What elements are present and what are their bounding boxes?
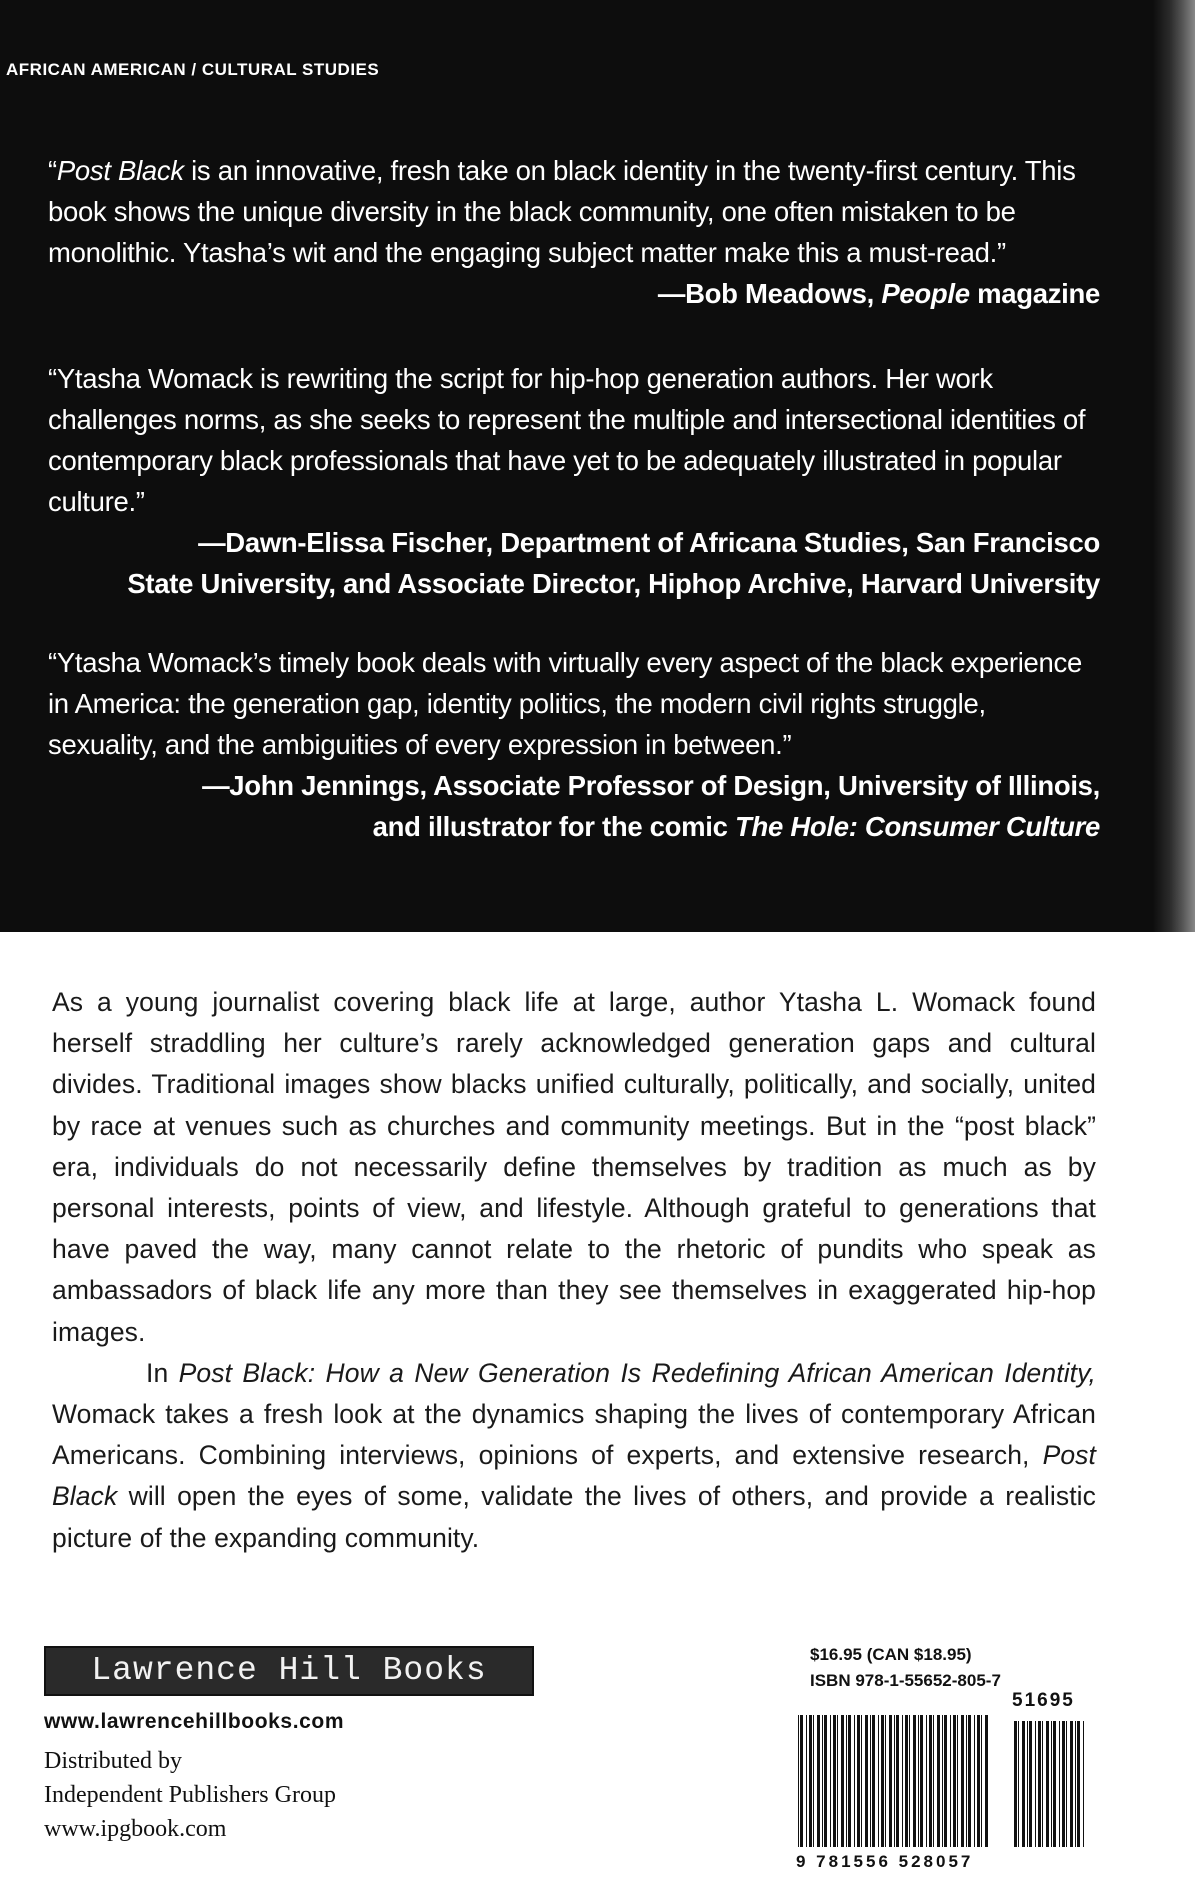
- quote-2-attribution: —Dawn-Elissa Fischer, Department of Africana Studies, San Francisco State University, and Associate Director, Hiphop Archive, Harvard University: [127, 527, 1100, 599]
- barcode-bar: [913, 1715, 916, 1847]
- barcode-bar: [813, 1715, 814, 1847]
- barcode-bar: [937, 1715, 940, 1847]
- barcode-bar: [1059, 1721, 1060, 1847]
- endorsements-panel: [0, 0, 1195, 932]
- barcode-bar: [800, 1715, 803, 1847]
- barcode-main-bars: [798, 1715, 988, 1847]
- barcode-bar: [1066, 1721, 1067, 1847]
- quote-3-attribution: —John Jennings, Associate Professor of Design, University of Illinois, and illustrator for the comic The Hole: Consumer Culture: [202, 770, 1100, 842]
- barcode-bar: [833, 1715, 836, 1847]
- barcode-bar: [809, 1715, 812, 1847]
- barcode-bar: [1029, 1721, 1032, 1847]
- quote-2: [48, 358, 1098, 604]
- barcode-bar: [881, 1715, 884, 1847]
- barcode-bar: [1014, 1721, 1017, 1847]
- barcode-bar: [909, 1715, 910, 1847]
- barcode-bar: [798, 1715, 799, 1847]
- worn-cover-edge: [1153, 0, 1195, 932]
- barcode-supplement-bars: [1014, 1721, 1084, 1847]
- quote-3-text: “Ytasha Womack’s timely book deals with virtually every aspect of the black experience in America: the generation gap, identity politics, the modern civil rights struggle, sexuality, and the ambiguities of every expression in between.”: [48, 647, 1082, 760]
- barcode-bar: [806, 1715, 807, 1847]
- barcode-bar: [966, 1715, 967, 1847]
- barcode-bar: [981, 1715, 982, 1847]
- barcode-bar: [857, 1715, 860, 1847]
- barcode-bar: [1042, 1721, 1043, 1847]
- barcode-supplement-code: 51695: [1012, 1690, 1075, 1711]
- distributor-info: [44, 1744, 336, 1846]
- barcode-bar: [848, 1715, 851, 1847]
- barcode-bar: [905, 1715, 908, 1847]
- isbn-barcode: [792, 1715, 1088, 1850]
- barcode-bar: [1070, 1721, 1073, 1847]
- quote-3: [48, 642, 1098, 847]
- barcode-bar: [1038, 1721, 1041, 1847]
- barcode-digits: 9 781556 528057: [796, 1852, 974, 1871]
- isbn-label: ISBN 978-1-55652-805-7: [810, 1671, 1001, 1690]
- quote-1-title: Post Black: [56, 155, 184, 186]
- barcode-bar: [1083, 1721, 1084, 1847]
- description-paragraph-2: In Post Black: How a New Generation Is Redefining African American Identity, Womack takes a fresh look at the dynamics shaping the lives of contemporary African Americans. Combining interviews, opinions of experts, and extensive research, Post Black will open the eyes of some, validate the lives of others, and provide a realistic picture of the expanding community.: [52, 1357, 1096, 1553]
- barcode-bar: [968, 1715, 971, 1847]
- category-label: AFRICAN AMERICAN / CULTURAL STUDIES: [6, 60, 380, 79]
- barcode-bar: [1051, 1721, 1052, 1847]
- barcode-bar: [944, 1715, 947, 1847]
- barcode-bar: [817, 1715, 820, 1847]
- quote-2-text: “Ytasha Womack is rewriting the script for hip-hop generation authors. Her work challenges norms, as she seeks to represent the multiple and intersectional identities of contemporary black professionals that have yet to be adequately illustrated in popular culture.”: [48, 363, 1086, 517]
- description-paragraph-1: As a young journalist covering black life at large, author Ytasha L. Womack found herself straddling her culture’s rarely acknowledged generation gaps and cultural divides. Traditional images show blacks unified culturally, politically, and socially, united by race at venues such as churches and community meetings. But in the “post black” era, individuals do not necessarily define themselves by tradition as much as by personal interests, points of view, and lifestyle. Although grateful to generations that have paved the way, many cannot relate to the rhetoric of pundits who speak as ambassadors of black life any more than they see themselves in exaggerated hip-hop images.: [52, 987, 1096, 1347]
- barcode-bar: [878, 1715, 879, 1847]
- barcode-bar: [1046, 1721, 1049, 1847]
- barcode-bar: [961, 1715, 964, 1847]
- barcode-bar: [894, 1715, 895, 1847]
- barcode-bar: [918, 1715, 919, 1847]
- barcode-bar: [861, 1715, 862, 1847]
- barcode-bar: [824, 1715, 827, 1847]
- barcode-bar: [920, 1715, 923, 1847]
- barcode-bar: [1075, 1721, 1076, 1847]
- barcode-bar: [872, 1715, 875, 1847]
- barcode-bar: [957, 1715, 958, 1847]
- barcode-bar: [837, 1715, 838, 1847]
- barcode-bar: [942, 1715, 943, 1847]
- distributed-by-label: Distributed by: [44, 1748, 182, 1774]
- publisher-website[interactable]: www.lawrencehillbooks.com: [44, 1710, 345, 1733]
- barcode-bar: [929, 1715, 932, 1847]
- barcode-bar: [977, 1715, 980, 1847]
- barcode-bar: [889, 1715, 892, 1847]
- barcode-bar: [1077, 1721, 1080, 1847]
- barcode-bar: [1022, 1721, 1025, 1847]
- barcode-bar: [854, 1715, 855, 1847]
- barcode-bar: [822, 1715, 823, 1847]
- distributor-name: Independent Publishers Group: [44, 1782, 336, 1808]
- barcode-bar: [1035, 1721, 1036, 1847]
- barcode-bar: [902, 1715, 903, 1847]
- barcode-bar: [933, 1715, 934, 1847]
- barcode-bar: [1018, 1721, 1019, 1847]
- quote-1-text: “Post Black is an innovative, fresh take on black identity in the twenty-first century. This book shows the unique diversity in the black community, one often mistaken to be monolithic. Ytasha’s wit and the engaging subject matter make this a must-read.”: [48, 155, 1076, 268]
- barcode-bar: [885, 1715, 886, 1847]
- publisher-logo: Lawrence Hill Books: [44, 1646, 534, 1696]
- distributor-website[interactable]: www.ipgbook.com: [44, 1816, 227, 1842]
- barcode-bar: [953, 1715, 956, 1847]
- barcode-bar: [1027, 1721, 1028, 1847]
- quote-1: [48, 150, 1098, 314]
- barcode-bar: [1053, 1721, 1056, 1847]
- barcode-bar: [896, 1715, 899, 1847]
- barcode-bar: [926, 1715, 927, 1847]
- quote-1-attribution: —Bob Meadows, People magazine: [657, 278, 1100, 309]
- price-label: $16.95 (CAN $18.95): [810, 1645, 972, 1664]
- barcode-bar: [870, 1715, 871, 1847]
- barcode-bar: [841, 1715, 844, 1847]
- barcode-bar: [985, 1715, 988, 1847]
- barcode-bar: [974, 1715, 975, 1847]
- price-block: [810, 1642, 1001, 1694]
- barcode-bar: [865, 1715, 868, 1847]
- barcode-bar: [950, 1715, 951, 1847]
- barcode-bar: [846, 1715, 847, 1847]
- barcode-bar: [830, 1715, 831, 1847]
- barcode-bar: [1062, 1721, 1065, 1847]
- book-description: [52, 982, 1096, 1559]
